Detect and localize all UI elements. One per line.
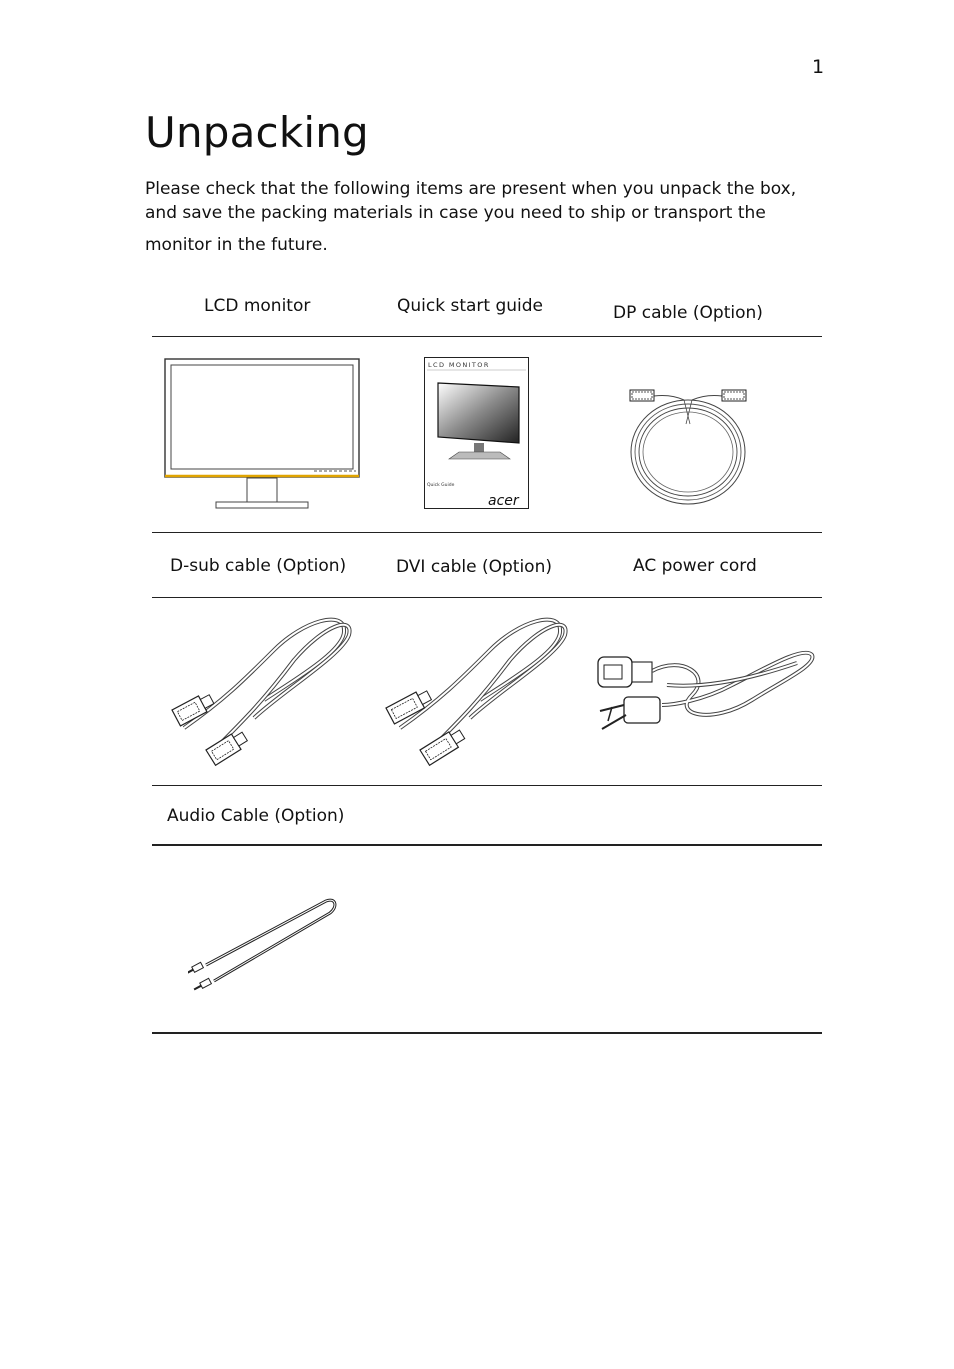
quick-start-guide-illustration bbox=[424, 357, 530, 511]
guide-cover-header: LCD MONITOR bbox=[428, 361, 490, 369]
audio-cable-illustration bbox=[188, 895, 338, 995]
label-dsub-cable: D-sub cable (Option) bbox=[170, 556, 347, 576]
dvi-cable-illustration bbox=[380, 610, 576, 770]
intro-line-3: monitor in the future. bbox=[145, 235, 328, 255]
dsub-cable-illustration bbox=[164, 610, 360, 770]
label-dvi-cable: DVI cable (Option) bbox=[396, 557, 552, 577]
label-ac-power-cord: AC power cord bbox=[633, 556, 757, 576]
label-dp-cable: DP cable (Option) bbox=[613, 303, 763, 323]
intro-line-1: Please check that the following items are present when you unpack the box, bbox=[145, 179, 797, 199]
lcd-monitor-illustration bbox=[164, 357, 362, 511]
page-number: 1 bbox=[812, 56, 825, 78]
table-divider bbox=[152, 532, 822, 533]
label-quick-start-guide: Quick start guide bbox=[397, 296, 544, 316]
ac-power-cord-illustration bbox=[592, 645, 818, 741]
table-divider bbox=[152, 597, 822, 598]
guide-cover-caption: Quick Guide bbox=[427, 483, 455, 488]
intro-line-2: and save the packing materials in case you need to ship or transport the bbox=[145, 203, 766, 223]
table-divider bbox=[152, 785, 822, 786]
dp-cable-illustration bbox=[626, 380, 750, 510]
table-divider bbox=[152, 1032, 822, 1034]
table-divider bbox=[152, 336, 822, 337]
page-title: Unpacking bbox=[145, 108, 369, 157]
table-divider bbox=[152, 844, 822, 846]
label-lcd-monitor: LCD monitor bbox=[204, 296, 311, 316]
acer-logo: acer bbox=[488, 493, 519, 509]
label-audio-cable: Audio Cable (Option) bbox=[167, 806, 345, 826]
